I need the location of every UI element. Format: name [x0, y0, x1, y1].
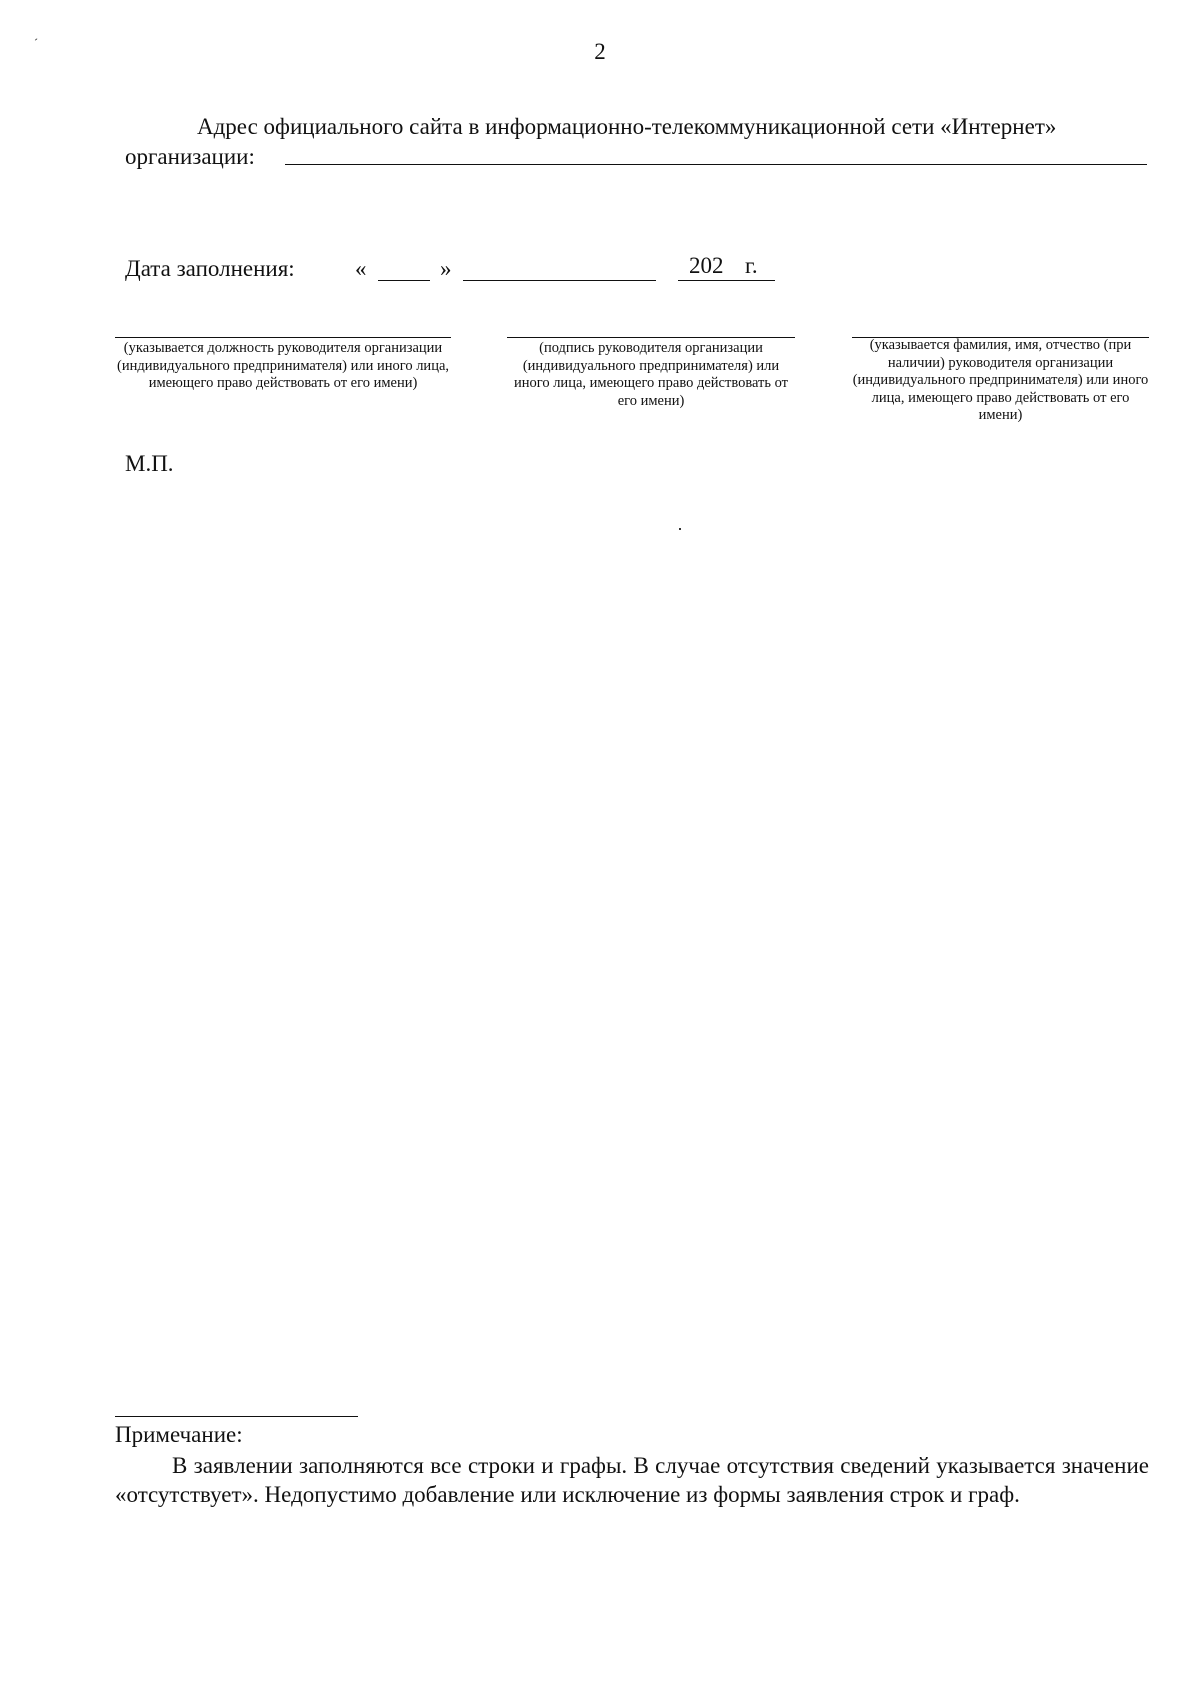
footnote-rule — [115, 1416, 358, 1417]
date-quote-open: « — [355, 256, 367, 281]
date-year-unit: г. — [745, 253, 758, 278]
stamp-place-label: М.П. — [125, 451, 174, 476]
date-month-field[interactable] — [463, 280, 656, 281]
site-address-label: Адрес официального сайта в информационно-телекоммуникационной сети «Интернет» — [197, 114, 1057, 139]
date-year-field[interactable] — [678, 280, 775, 281]
date-quote-close: » — [440, 256, 452, 281]
site-address-label-cont: организации: — [125, 144, 255, 169]
date-year-prefix: 202 — [689, 253, 724, 278]
full-name-caption: (указывается фамилия, имя, отчество (при наличии) руководителя организации (индивидуального предпринимателя) или иного лица, имеющего право действовать от его имени) — [852, 337, 1149, 424]
scan-dot — [679, 528, 681, 530]
page-number: 2 — [594, 39, 606, 64]
note-title: Примечание: — [115, 1422, 243, 1447]
date-day-field[interactable] — [378, 280, 430, 281]
position-caption: (указывается должность руководителя организации (индивидуального предпринимателя) или иного лица, имеющего право действовать от его имени) — [116, 340, 450, 392]
site-address-field[interactable] — [285, 164, 1147, 165]
signature-caption: (подпись руководителя организации (индивидуального предпринимателя) или иного лица, имеющего право действовать от его имени) — [513, 340, 789, 409]
note-body: В заявлении заполняются все строки и графы. В случае отсутствия сведений указывается значение «отсутствует». Недопустимо добавление или исключение из формы заявления строк и граф. — [115, 1453, 1149, 1507]
fill-date-label: Дата заполнения: — [125, 256, 295, 281]
position-field[interactable] — [115, 337, 451, 338]
signature-field[interactable] — [507, 337, 795, 338]
scan-mark: ´ — [34, 36, 38, 50]
